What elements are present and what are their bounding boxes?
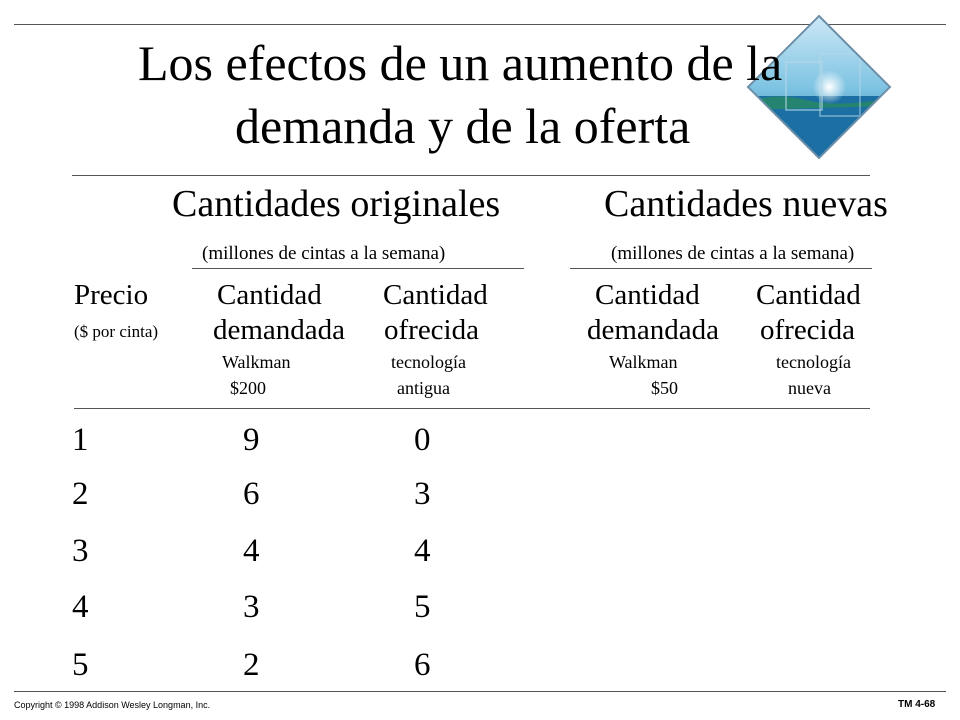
- new-supply-header-1: Cantidad: [756, 279, 861, 311]
- orig-supply-header-2: ofrecida: [384, 314, 479, 346]
- table-row-demanded: 4: [243, 533, 260, 569]
- orig-supply-header-4: antigua: [397, 378, 450, 398]
- orig-demand-header-1: Cantidad: [217, 279, 322, 311]
- title-rule: [72, 175, 870, 176]
- table-row-price: 5: [72, 647, 89, 683]
- header-rule: [74, 408, 870, 409]
- price-label: Precio: [74, 279, 149, 311]
- footer-rule: [14, 691, 946, 692]
- title-line-2: demanda y de la oferta: [235, 98, 691, 154]
- table-row-demanded: 9: [243, 422, 260, 458]
- original-quantities-header: Cantidades originales: [172, 183, 501, 225]
- new-supply-header-2: ofrecida: [760, 314, 855, 346]
- table-row-price: 2: [72, 476, 89, 512]
- table-row-demanded: 6: [243, 476, 260, 512]
- slide-id: TM 4-68: [898, 699, 936, 710]
- new-demand-header-3: Walkman: [609, 352, 678, 372]
- orig-demand-header-2: demandada: [213, 314, 346, 346]
- copyright-text: Copyright © 1998 Addison Wesley Longman, Inc.: [14, 700, 211, 710]
- orig-supply-header-3: tecnología: [391, 352, 466, 372]
- title-line-1: Los efectos de un aumento de la: [138, 35, 783, 91]
- orig-supply-header-1: Cantidad: [383, 279, 488, 311]
- original-units-label: (millones de cintas a la semana): [202, 243, 446, 264]
- new-units-label: (millones de cintas a la semana): [611, 243, 855, 264]
- table-row-price: 4: [72, 589, 89, 625]
- table-row-supplied: 6: [414, 647, 431, 683]
- table-row-supplied: 5: [414, 589, 431, 625]
- table-row-supplied: 0: [414, 422, 431, 458]
- orig-demand-header-4: $200: [230, 378, 266, 398]
- table-row-demanded: 3: [243, 589, 260, 625]
- table-row-price: 1: [72, 422, 89, 458]
- table-row-supplied: 3: [414, 476, 431, 512]
- orig-demand-header-3: Walkman: [222, 352, 291, 372]
- new-demand-header-1: Cantidad: [595, 279, 700, 311]
- table-row-supplied: 4: [414, 533, 431, 569]
- price-unit-label: ($ por cinta): [74, 322, 159, 341]
- table-row-demanded: 2: [243, 647, 260, 683]
- table-row-price: 3: [72, 533, 89, 569]
- new-demand-header-2: demandada: [587, 314, 720, 346]
- original-group-rule: [192, 268, 524, 269]
- new-supply-header-4: nueva: [788, 378, 831, 398]
- new-group-rule: [570, 268, 872, 269]
- new-quantities-header: Cantidades nuevas: [604, 183, 888, 225]
- new-demand-header-4: $50: [651, 378, 678, 398]
- new-supply-header-3: tecnología: [776, 352, 851, 372]
